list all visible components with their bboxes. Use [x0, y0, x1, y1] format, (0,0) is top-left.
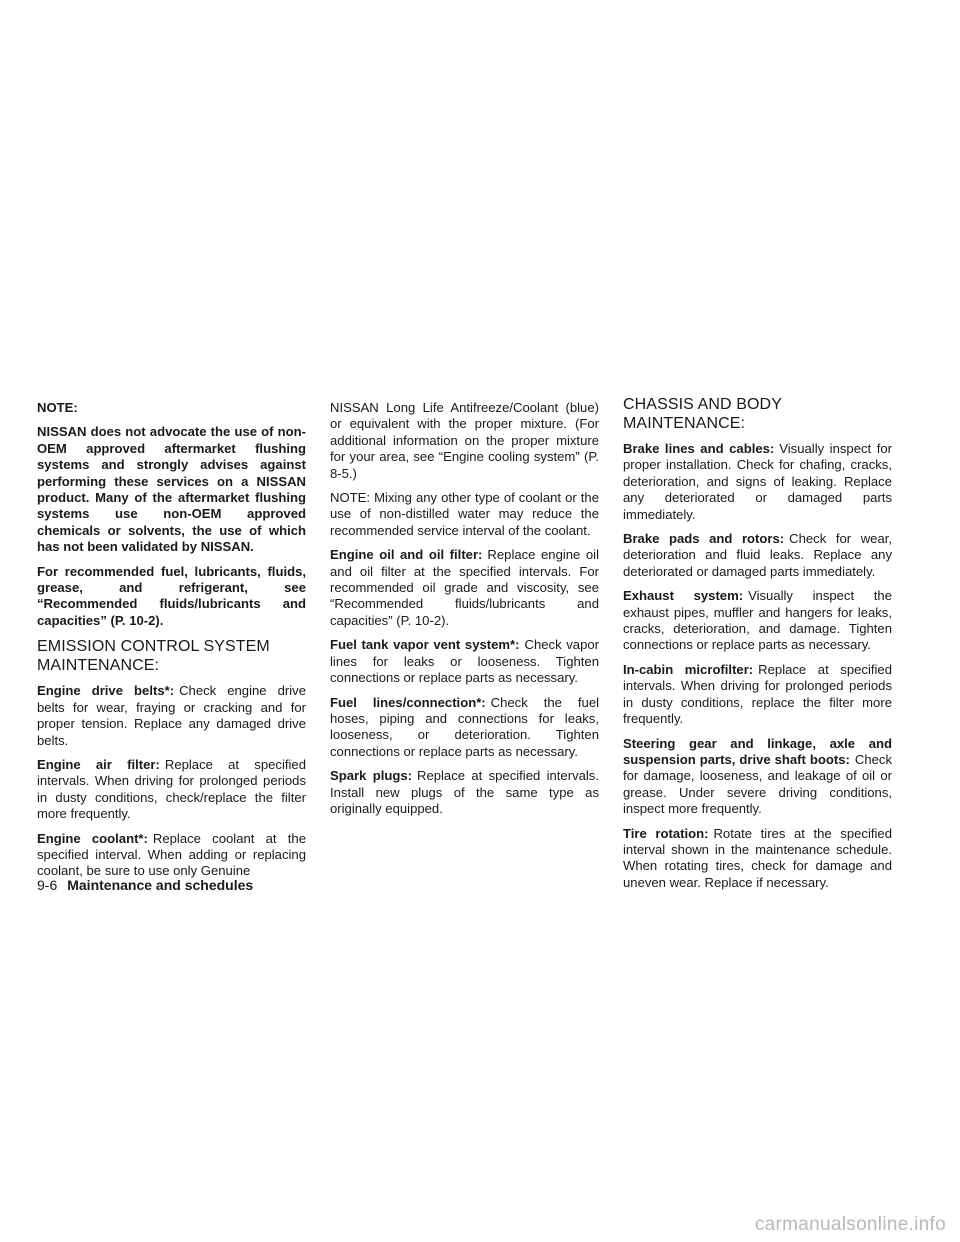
item-label: Engine coolant*:: [37, 830, 148, 846]
item-text: Replace engine oil and oil filter at the specified intervals. For recommended oil grade and viscosity, see “Recommended fluids/lubricants and capacities” (P. 10-2).: [330, 547, 599, 628]
list-item: [623, 441, 892, 523]
list-item: [623, 588, 892, 654]
item-text: Check for wear, deterioration and fluid leaks. Replace any deteriorated or damaged parts immediately.: [623, 531, 892, 579]
item-text: Check vapor lines for leaks or looseness. Tighten connections or replace parts as necessary.: [330, 637, 599, 686]
list-item: [623, 736, 892, 818]
item-text: Replace at specified intervals. When driving for prolonged periods in dusty conditions, check/replace the filter more frequently.: [37, 756, 306, 822]
item-label: Steering gear and linkage, axle and suspension parts, drive shaft boots:: [623, 735, 892, 767]
emission-heading: EMISSION CONTROL SYSTEM MAINTENANCE:: [37, 638, 270, 675]
list-item: [623, 662, 892, 728]
note-body: NISSAN does not advocate the use of non-OEM approved aftermarket flushing systems and strongly advises against performing these services on a NISSAN product. Many of the aftermarket flushing systems use non-OEM approved chemicals or solvents, the use of which has not been validated by NISSAN.: [37, 424, 306, 555]
list-item: [330, 695, 599, 761]
item-label: Fuel lines/connection*:: [330, 694, 486, 710]
list-item: [623, 826, 892, 892]
item-text: Replace at specified intervals. Install new plugs of the same type as originally equipped.: [330, 768, 599, 816]
item-text: Check for damage, looseness, and leakage of oil or grease. Under severe driving conditions, inspect more frequently.: [623, 751, 892, 817]
item-label: Fuel tank vapor vent system*:: [330, 637, 520, 653]
list-item: [330, 547, 599, 629]
item-label: Brake pads and rotors:: [623, 531, 785, 547]
chassis-heading: CHASSIS AND BODY MAINTENANCE:: [623, 396, 782, 432]
item-text: Visually inspect the exhaust pipes, muffler and hangers for leaks, cracks, deterioration, and damage. Tighten connections or replace parts as necessary.: [623, 588, 892, 653]
item-text: Visually inspect for proper installation. Check for chafing, cracks, deterioration, and signs of leaking. Replace any deteriorated or damaged parts immediately.: [623, 441, 892, 522]
list-item: [330, 637, 599, 686]
column-3: [623, 396, 892, 899]
coolant-note: NOTE: Mixing any other type of coolant or the use of non-distilled water may reduce the recommended service interval of the coolant.: [330, 490, 599, 538]
section-title: Maintenance and schedules: [67, 877, 254, 893]
item-text: Replace at specified intervals. When driving for prolonged periods in dusty conditions, replace the filter more frequently.: [623, 661, 892, 727]
item-label: Exhaust system:: [623, 588, 744, 604]
column-2: [330, 400, 599, 825]
coolant-continuation: NISSAN Long Life Antifreeze/Coolant (blue) or equivalent with the proper mixture. (For additional information on the proper mixture for your area, see “Engine cooling system” (P. 8-5.): [330, 400, 599, 481]
list-item: [623, 531, 892, 580]
item-label: Engine oil and oil filter:: [330, 547, 483, 563]
item-text: Check the fuel hoses, piping and connections for leaks, looseness, or deterioration. Tighten connections or replace parts as necessary.: [330, 694, 600, 759]
list-item: [330, 768, 599, 817]
item-label: Brake lines and cables:: [623, 441, 775, 456]
item-label: Tire rotation:: [623, 825, 709, 841]
item-label: Engine drive belts*:: [37, 683, 175, 699]
list-item: [37, 757, 306, 823]
item-label: Spark plugs:: [330, 768, 412, 784]
note-recommendation: For recommended fuel, lubricants, fluids, grease, and refrigerant, see “Recommended fluids/lubricants and capacities” (P. 10-2).: [37, 563, 306, 628]
note-label: NOTE:: [37, 400, 78, 415]
item-label: Engine air filter:: [37, 756, 160, 772]
list-item: [37, 831, 306, 880]
item-text: Rotate tires at the specified interval shown in the maintenance schedule. When rotating tires, check for damage and uneven wear. Replace if necessary.: [623, 825, 892, 890]
item-label: In-cabin microfilter:: [623, 661, 754, 677]
page-footer: [37, 877, 253, 893]
watermark: carmanualsonline.info: [754, 1214, 946, 1235]
item-text: Replace coolant at the specified interval. When adding or replacing coolant, be sure to use only Genuine: [37, 830, 306, 879]
list-item: [37, 683, 306, 749]
page-number: 9-6: [37, 877, 58, 893]
item-text: Check engine drive belts for wear, fraying or cracking and for proper tension. Replace any damaged drive belts.: [37, 683, 306, 748]
column-1: [37, 400, 306, 888]
